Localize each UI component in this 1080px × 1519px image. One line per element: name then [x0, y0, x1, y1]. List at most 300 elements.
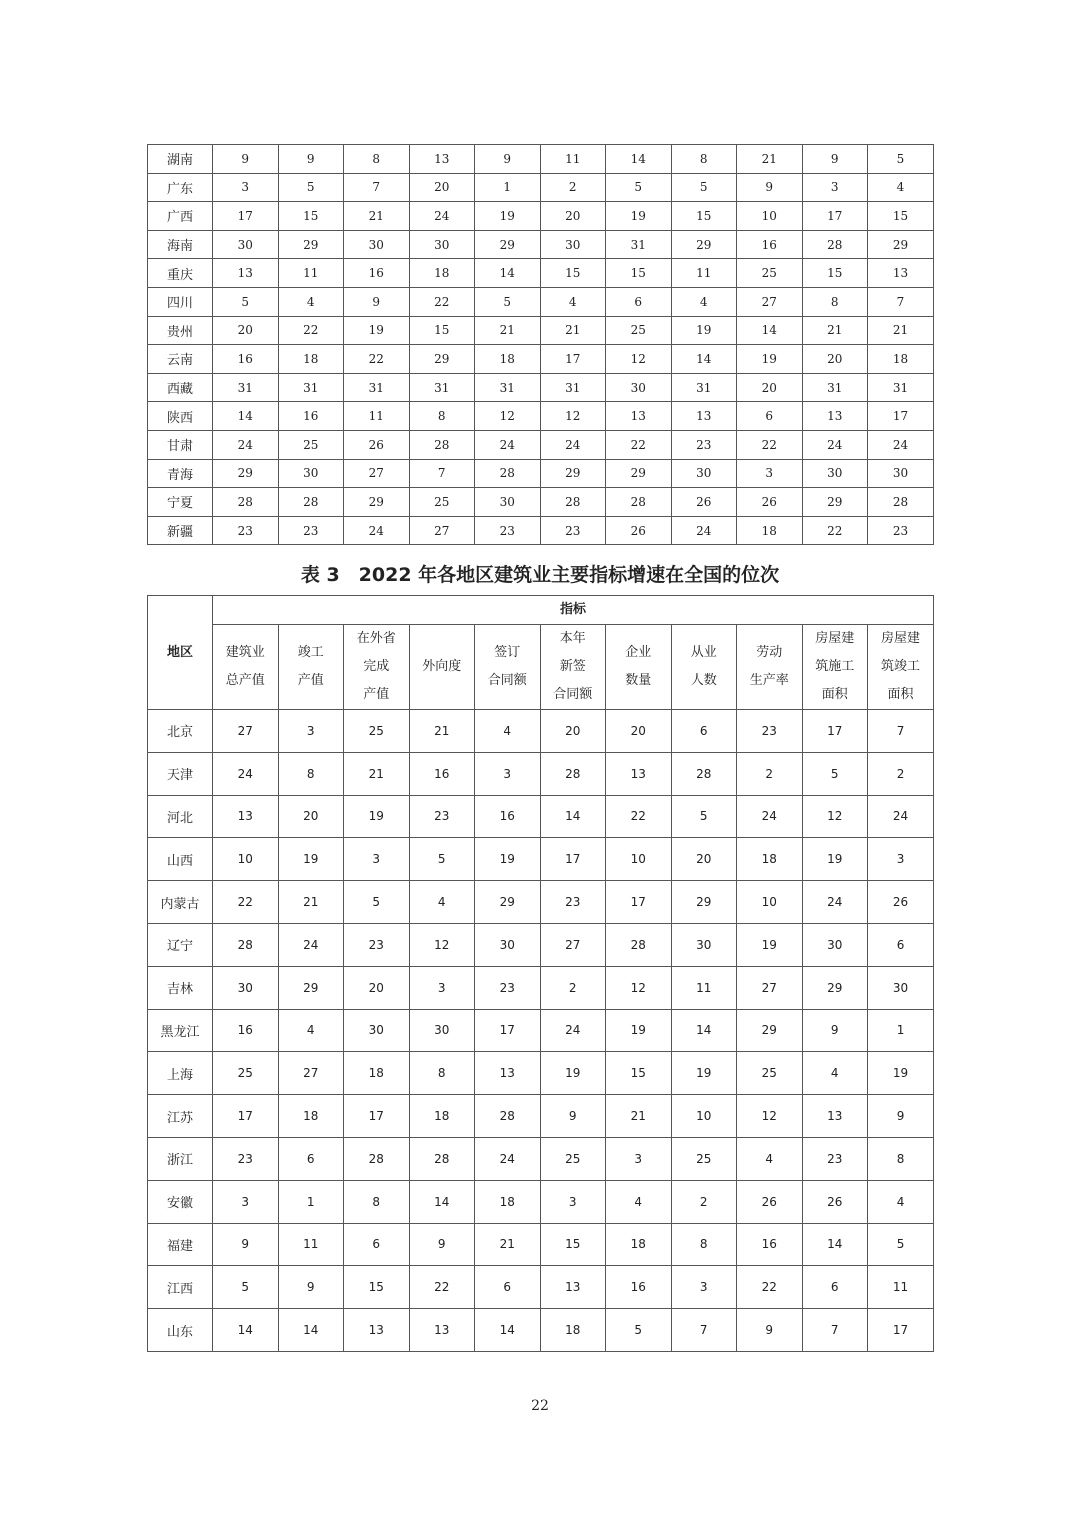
rank-cell: 9	[737, 1309, 803, 1352]
table-row	[148, 173, 934, 202]
region-cell: 甘肃	[148, 430, 213, 459]
rank-cell: 19	[868, 1052, 934, 1095]
rank-cell: 3	[213, 173, 279, 202]
rank-cell: 14	[540, 795, 606, 838]
rank-cell: 9	[802, 145, 868, 174]
rank-cell: 18	[475, 345, 541, 374]
region-cell: 内蒙古	[148, 881, 213, 924]
rank-cell: 24	[868, 795, 934, 838]
rank-cell: 7	[868, 287, 934, 316]
rank-cell: 13	[540, 1266, 606, 1309]
rank-cell: 30	[802, 459, 868, 488]
rank-cell: 22	[213, 881, 279, 924]
rank-cell: 28	[540, 752, 606, 795]
rank-cell: 9	[802, 1009, 868, 1052]
rank-cell: 10	[737, 881, 803, 924]
rank-cell: 12	[606, 345, 672, 374]
rank-cell: 23	[868, 516, 934, 545]
rank-cell: 27	[737, 966, 803, 1009]
rank-cell: 11	[868, 1266, 934, 1309]
rank-cell: 7	[671, 1309, 737, 1352]
rank-cell: 6	[868, 923, 934, 966]
rank-cell: 5	[671, 173, 737, 202]
rank-cell: 21	[344, 752, 410, 795]
rank-cell: 16	[344, 259, 410, 288]
rank-cell: 8	[671, 145, 737, 174]
table-row	[148, 145, 934, 174]
rank-cell: 25	[606, 316, 672, 345]
rank-cell: 19	[475, 838, 541, 881]
rank-cell: 30	[409, 1009, 475, 1052]
rank-cell: 16	[409, 752, 475, 795]
rank-cell: 27	[540, 923, 606, 966]
rank-cell: 30	[475, 923, 541, 966]
column-header: 在外省 完成 产值	[344, 625, 410, 710]
rank-cell: 22	[278, 316, 344, 345]
rank-cell: 15	[606, 1052, 672, 1095]
rank-cell: 27	[737, 287, 803, 316]
rank-cell: 18	[409, 259, 475, 288]
rank-cell: 12	[475, 402, 541, 431]
rank-cell: 29	[737, 1009, 803, 1052]
rank-cell: 16	[737, 230, 803, 259]
column-header: 本年 新签 合同额	[540, 625, 606, 710]
region-cell: 河北	[148, 795, 213, 838]
rank-cell: 9	[409, 1223, 475, 1266]
table-row	[148, 966, 934, 1009]
rank-cell: 6	[278, 1137, 344, 1180]
rank-cell: 26	[737, 488, 803, 517]
table-row	[148, 287, 934, 316]
rank-cell: 9	[278, 145, 344, 174]
rank-cell: 9	[868, 1095, 934, 1138]
rank-cell: 22	[409, 287, 475, 316]
rank-cell: 30	[344, 230, 410, 259]
rank-cell: 21	[606, 1095, 672, 1138]
rank-cell: 15	[606, 259, 672, 288]
rank-cell: 28	[278, 488, 344, 517]
rank-cell: 10	[213, 838, 279, 881]
rank-cell: 17	[540, 838, 606, 881]
rank-cell: 22	[737, 430, 803, 459]
rank-cell: 19	[737, 345, 803, 374]
rank-cell: 18	[540, 1309, 606, 1352]
rank-cell: 3	[868, 838, 934, 881]
rank-cell: 23	[213, 516, 279, 545]
rank-cell: 18	[475, 1180, 541, 1223]
rank-cell: 31	[606, 230, 672, 259]
region-cell: 黑龙江	[148, 1009, 213, 1052]
region-header: 地区	[148, 596, 213, 710]
rank-cell: 31	[671, 373, 737, 402]
rank-cell: 17	[868, 1309, 934, 1352]
rank-cell: 8	[671, 1223, 737, 1266]
rank-cell: 1	[475, 173, 541, 202]
rank-cell: 30	[606, 373, 672, 402]
rank-cell: 23	[475, 966, 541, 1009]
region-cell: 四川	[148, 287, 213, 316]
rank-cell: 13	[213, 259, 279, 288]
rank-cell: 28	[409, 1137, 475, 1180]
table3-group-header-row	[148, 596, 934, 625]
rank-cell: 23	[409, 795, 475, 838]
column-header: 企业 数量	[606, 625, 672, 710]
rank-cell: 31	[213, 373, 279, 402]
rank-cell: 4	[671, 287, 737, 316]
rank-cell: 19	[671, 1052, 737, 1095]
rank-cell: 13	[606, 752, 672, 795]
table-row	[148, 752, 934, 795]
rank-cell: 30	[868, 459, 934, 488]
rank-cell: 16	[213, 345, 279, 374]
rank-cell: 6	[671, 710, 737, 753]
rank-cell: 6	[344, 1223, 410, 1266]
rank-cell: 9	[213, 145, 279, 174]
region-cell: 宁夏	[148, 488, 213, 517]
rank-cell: 3	[213, 1180, 279, 1223]
rank-cell: 24	[802, 881, 868, 924]
rank-cell: 21	[344, 202, 410, 231]
rank-cell: 11	[671, 966, 737, 1009]
rank-cell: 24	[868, 430, 934, 459]
rank-cell: 26	[344, 430, 410, 459]
rank-cell: 9	[344, 287, 410, 316]
rank-cell: 20	[540, 202, 606, 231]
rank-cell: 18	[868, 345, 934, 374]
rank-cell: 12	[540, 402, 606, 431]
rank-cell: 20	[278, 795, 344, 838]
rank-cell: 15	[868, 202, 934, 231]
rank-cell: 4	[606, 1180, 672, 1223]
rank-cell: 23	[737, 710, 803, 753]
table-row	[148, 373, 934, 402]
table-row	[148, 230, 934, 259]
column-header: 房屋建 筑施工 面积	[802, 625, 868, 710]
rank-cell: 29	[868, 230, 934, 259]
rank-cell: 29	[409, 345, 475, 374]
rank-cell: 19	[278, 838, 344, 881]
rank-cell: 29	[278, 230, 344, 259]
rank-cell: 25	[278, 430, 344, 459]
rank-cell: 20	[213, 316, 279, 345]
region-cell: 青海	[148, 459, 213, 488]
rank-cell: 29	[344, 488, 410, 517]
region-cell: 新疆	[148, 516, 213, 545]
rank-cell: 28	[213, 923, 279, 966]
rank-cell: 16	[278, 402, 344, 431]
rank-cell: 16	[213, 1009, 279, 1052]
rank-cell: 5	[671, 795, 737, 838]
rank-cell: 4	[278, 1009, 344, 1052]
rank-cell: 20	[802, 345, 868, 374]
rank-cell: 15	[278, 202, 344, 231]
rank-cell: 26	[606, 516, 672, 545]
rank-cell: 23	[213, 1137, 279, 1180]
rank-cell: 7	[868, 710, 934, 753]
rank-cell: 28	[606, 923, 672, 966]
rank-cell: 29	[278, 966, 344, 1009]
region-cell: 陕西	[148, 402, 213, 431]
region-cell: 云南	[148, 345, 213, 374]
region-cell: 吉林	[148, 966, 213, 1009]
table-row	[148, 259, 934, 288]
rank-cell: 5	[606, 173, 672, 202]
rank-cell: 14	[213, 402, 279, 431]
rank-cell: 30	[278, 459, 344, 488]
rank-cell: 18	[344, 1052, 410, 1095]
rank-cell: 17	[606, 881, 672, 924]
rank-cell: 8	[409, 1052, 475, 1095]
rank-cell: 4	[540, 287, 606, 316]
table-row	[148, 459, 934, 488]
rank-cell: 18	[737, 838, 803, 881]
rank-cell: 20	[671, 838, 737, 881]
rank-cell: 5	[802, 752, 868, 795]
rank-cell: 8	[868, 1137, 934, 1180]
rank-cell: 17	[213, 1095, 279, 1138]
table-row	[148, 923, 934, 966]
rank-cell: 3	[737, 459, 803, 488]
rank-cell: 5	[868, 1223, 934, 1266]
rank-cell: 28	[606, 488, 672, 517]
rank-cell: 26	[802, 1180, 868, 1223]
rank-cell: 29	[213, 459, 279, 488]
region-cell: 山西	[148, 838, 213, 881]
rank-cell: 29	[475, 881, 541, 924]
rank-cell: 18	[606, 1223, 672, 1266]
rank-cell: 13	[606, 402, 672, 431]
rank-cell: 15	[671, 202, 737, 231]
indicator-group-header: 指标	[213, 596, 934, 625]
rank-cell: 25	[671, 1137, 737, 1180]
region-cell: 重庆	[148, 259, 213, 288]
table-row	[148, 795, 934, 838]
rank-cell: 30	[344, 1009, 410, 1052]
rank-cell: 17	[802, 202, 868, 231]
rank-cell: 30	[475, 488, 541, 517]
rank-cell: 7	[802, 1309, 868, 1352]
rank-cell: 4	[802, 1052, 868, 1095]
rank-cell: 3	[606, 1137, 672, 1180]
rank-cell: 10	[671, 1095, 737, 1138]
rank-cell: 9	[213, 1223, 279, 1266]
rank-cell: 5	[213, 287, 279, 316]
rank-cell: 6	[606, 287, 672, 316]
rank-cell: 24	[671, 516, 737, 545]
rank-cell: 15	[802, 259, 868, 288]
rank-cell: 2	[540, 173, 606, 202]
rank-cell: 21	[737, 145, 803, 174]
rank-cell: 13	[213, 795, 279, 838]
column-header: 房屋建 筑竣工 面积	[868, 625, 934, 710]
table-row	[148, 430, 934, 459]
rank-cell: 24	[540, 430, 606, 459]
rank-cell: 11	[344, 402, 410, 431]
rank-cell: 31	[475, 373, 541, 402]
rank-cell: 28	[409, 430, 475, 459]
rank-cell: 1	[868, 1009, 934, 1052]
table-row	[148, 1137, 934, 1180]
rank-cell: 15	[540, 259, 606, 288]
rank-cell: 21	[475, 1223, 541, 1266]
rank-cell: 19	[737, 923, 803, 966]
rank-cell: 29	[671, 881, 737, 924]
rank-cell: 23	[475, 516, 541, 545]
rank-cell: 28	[540, 488, 606, 517]
rank-cell: 12	[606, 966, 672, 1009]
table-row	[148, 1180, 934, 1223]
rank-cell: 10	[737, 202, 803, 231]
rank-cell: 23	[540, 881, 606, 924]
rank-cell: 28	[802, 230, 868, 259]
rank-cell: 14	[475, 1309, 541, 1352]
rank-cell: 4	[737, 1137, 803, 1180]
table-row	[148, 316, 934, 345]
rank-cell: 19	[344, 795, 410, 838]
rank-cell: 24	[475, 1137, 541, 1180]
table-row	[148, 838, 934, 881]
region-cell: 西藏	[148, 373, 213, 402]
rank-cell: 17	[802, 710, 868, 753]
rank-cell: 3	[671, 1266, 737, 1309]
rank-cell: 4	[409, 881, 475, 924]
rank-cell: 2	[737, 752, 803, 795]
rank-cell: 9	[540, 1095, 606, 1138]
rank-cell: 27	[344, 459, 410, 488]
rank-cell: 14	[606, 145, 672, 174]
rank-cell: 25	[344, 710, 410, 753]
rank-cell: 8	[278, 752, 344, 795]
rank-cell: 16	[606, 1266, 672, 1309]
table-row	[148, 1223, 934, 1266]
rank-cell: 30	[540, 230, 606, 259]
rank-cell: 24	[802, 430, 868, 459]
table-row	[148, 345, 934, 374]
rank-cell: 4	[475, 710, 541, 753]
rank-cell: 13	[409, 1309, 475, 1352]
rank-cell: 31	[344, 373, 410, 402]
column-header: 建筑业 总产值	[213, 625, 279, 710]
rank-cell: 11	[540, 145, 606, 174]
region-cell: 湖南	[148, 145, 213, 174]
rank-cell: 22	[344, 345, 410, 374]
rank-cell: 14	[409, 1180, 475, 1223]
rank-cell: 31	[868, 373, 934, 402]
table-row	[148, 402, 934, 431]
rank-cell: 20	[409, 173, 475, 202]
rank-cell: 29	[802, 488, 868, 517]
rank-cell: 14	[737, 316, 803, 345]
rank-cell: 24	[213, 430, 279, 459]
rank-cell: 8	[802, 287, 868, 316]
rank-cell: 23	[344, 923, 410, 966]
rank-cell: 15	[409, 316, 475, 345]
rank-cell: 31	[409, 373, 475, 402]
rank-cell: 23	[540, 516, 606, 545]
rank-cell: 27	[278, 1052, 344, 1095]
rank-cell: 1	[278, 1180, 344, 1223]
rank-cell: 28	[344, 1137, 410, 1180]
rank-cell: 14	[671, 1009, 737, 1052]
rank-cell: 25	[409, 488, 475, 517]
rank-cell: 5	[868, 145, 934, 174]
rank-cell: 30	[409, 230, 475, 259]
rank-cell: 27	[409, 516, 475, 545]
region-cell: 福建	[148, 1223, 213, 1266]
table-row	[148, 488, 934, 517]
rank-cell: 9	[278, 1266, 344, 1309]
rank-cell: 6	[737, 402, 803, 431]
rank-cell: 16	[475, 795, 541, 838]
rank-cell: 24	[344, 516, 410, 545]
rank-cell: 24	[737, 795, 803, 838]
rank-cell: 14	[475, 259, 541, 288]
region-cell: 上海	[148, 1052, 213, 1095]
rank-cell: 22	[737, 1266, 803, 1309]
rank-cell: 22	[606, 430, 672, 459]
rank-cell: 20	[737, 373, 803, 402]
rank-cell: 21	[802, 316, 868, 345]
rank-cell: 11	[278, 259, 344, 288]
rank-cell: 5	[344, 881, 410, 924]
rank-cell: 22	[409, 1266, 475, 1309]
rank-cell: 14	[671, 345, 737, 374]
rank-cell: 28	[868, 488, 934, 517]
rank-cell: 15	[344, 1266, 410, 1309]
rank-cell: 18	[278, 1095, 344, 1138]
rank-cell: 3	[344, 838, 410, 881]
rank-cell: 11	[278, 1223, 344, 1266]
column-header: 劳动 生产率	[737, 625, 803, 710]
rank-cell: 13	[802, 1095, 868, 1138]
rank-cell: 19	[540, 1052, 606, 1095]
rank-cell: 19	[475, 202, 541, 231]
rank-cell: 3	[278, 710, 344, 753]
table-row	[148, 710, 934, 753]
rank-cell: 6	[475, 1266, 541, 1309]
rank-cell: 8	[344, 145, 410, 174]
rank-cell: 10	[606, 838, 672, 881]
region-cell: 浙江	[148, 1137, 213, 1180]
column-header: 从业 人数	[671, 625, 737, 710]
rank-cell: 3	[540, 1180, 606, 1223]
rank-cell: 20	[540, 710, 606, 753]
rank-cell: 4	[868, 173, 934, 202]
rank-cell: 19	[671, 316, 737, 345]
rank-cell: 13	[868, 259, 934, 288]
region-cell: 辽宁	[148, 923, 213, 966]
rank-cell: 31	[802, 373, 868, 402]
rank-cell: 5	[213, 1266, 279, 1309]
rank-cell: 4	[868, 1180, 934, 1223]
rank-cell: 17	[540, 345, 606, 374]
rank-cell: 24	[278, 923, 344, 966]
table3-title: 表 3 2022 年各地区建筑业主要指标增速在全国的位次	[300, 564, 780, 586]
rank-cell: 19	[606, 1009, 672, 1052]
rank-cell: 24	[475, 430, 541, 459]
rank-cell: 22	[802, 516, 868, 545]
rank-cell: 12	[737, 1095, 803, 1138]
rank-cell: 6	[802, 1266, 868, 1309]
rank-cell: 24	[409, 202, 475, 231]
column-header: 签订 合同额	[475, 625, 541, 710]
rank-cell: 14	[278, 1309, 344, 1352]
rank-cell: 28	[213, 488, 279, 517]
rank-cell: 3	[802, 173, 868, 202]
rank-cell: 19	[802, 838, 868, 881]
rank-cell: 12	[409, 923, 475, 966]
rank-cell: 20	[606, 710, 672, 753]
